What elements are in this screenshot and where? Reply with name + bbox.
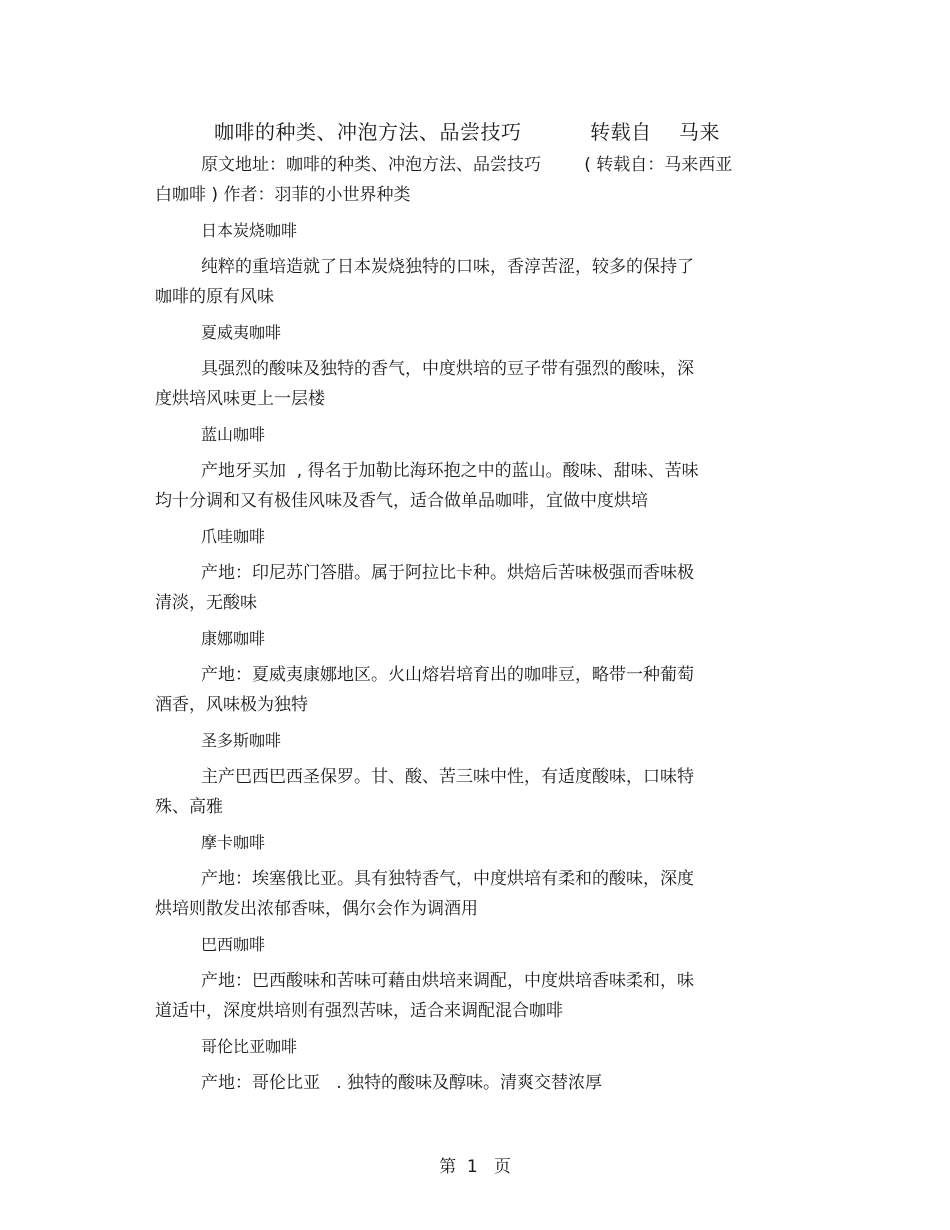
- section-paragraph: [155, 558, 775, 618]
- paragraph-line: 酒香，风味极为独特: [155, 695, 308, 715]
- source-line: 原文地址：咖啡的种类、冲泡方法、品尝技巧 ( 转载自：马来西亚: [201, 155, 733, 175]
- paragraph-line: 咖啡的原有风味: [155, 287, 274, 307]
- page-number: 第 1 页: [439, 1157, 511, 1177]
- paragraph-line: 主产巴西巴西圣保罗。甘、酸、苦三味中性，有适度酸味，口味特: [201, 767, 694, 787]
- source-line: 白咖啡 ) 作者：羽菲的小世界种类: [155, 185, 411, 205]
- paragraph-line: 烘培则散发出浓郁香味，偶尔会作为调酒用: [155, 899, 478, 919]
- section-paragraph: [155, 864, 775, 924]
- paragraph-line: 均十分调和又有极佳风味及香气，适合做单品咖啡，宜做中度烘培: [155, 491, 648, 511]
- paragraph-line: 产地牙买加 , 得名于加勒比海环抱之中的蓝山。酸味、甜味、苦味: [201, 461, 699, 481]
- paragraph-line: 纯粹的重培造就了日本炭烧独特的口味，香淳苦涩，较多的保持了: [201, 257, 694, 277]
- section-paragraph: [155, 456, 775, 516]
- section-paragraph: [155, 966, 775, 1026]
- section-heading: 巴西咖啡: [201, 935, 266, 954]
- paragraph-line: 产地：哥伦比亚 . 独特的酸味及醇味。清爽交替浓厚: [201, 1073, 603, 1093]
- paragraph-line: 清淡，无酸味: [155, 593, 257, 613]
- section-heading: 夏威夷咖啡: [201, 323, 282, 342]
- section-paragraph: [155, 762, 775, 822]
- page-title: 咖啡的种类、冲泡方法、品尝技巧 转载自 马来: [214, 120, 721, 144]
- paragraph-line: 具强烈的酸味及独特的香气，中度烘培的豆子带有强烈的酸味，深: [201, 359, 694, 379]
- paragraph-line: 产地：夏威夷康娜地区。火山熔岩培育出的咖啡豆，略带一种葡萄: [201, 665, 694, 685]
- paragraph-line: 产地：印尼苏门答腊。属于阿拉比卡种。烘焙后苦味极强而香味极: [201, 563, 694, 583]
- section-paragraph: [155, 660, 775, 720]
- section-heading: 爪哇咖啡: [201, 527, 266, 546]
- section-heading: 蓝山咖啡: [201, 425, 266, 444]
- section-heading: 哥伦比亚咖啡: [201, 1037, 298, 1056]
- document-body: [155, 150, 775, 1102]
- section-paragraph: [155, 1068, 775, 1098]
- section-heading: 日本炭烧咖啡: [201, 221, 298, 240]
- paragraph-line: 产地：埃塞俄比亚。具有独特香气，中度烘培有柔和的酸味，深度: [201, 869, 694, 889]
- section-heading: 康娜咖啡: [201, 629, 266, 648]
- section-paragraph: [155, 252, 775, 312]
- section-paragraph: [155, 354, 775, 414]
- paragraph-line: 道适中，深度烘培则有强烈苦味，适合来调配混合咖啡: [155, 1001, 563, 1021]
- section-heading: 圣多斯咖啡: [201, 731, 282, 750]
- paragraph-line: 度烘培风味更上一层楼: [155, 389, 325, 409]
- paragraph-line: 殊、高雅: [155, 797, 223, 817]
- paragraph-line: 产地：巴西酸味和苦味可藉由烘培来调配，中度烘培香味柔和，味: [201, 971, 694, 991]
- section-heading: 摩卡咖啡: [201, 833, 266, 852]
- source-paragraph: [155, 150, 775, 210]
